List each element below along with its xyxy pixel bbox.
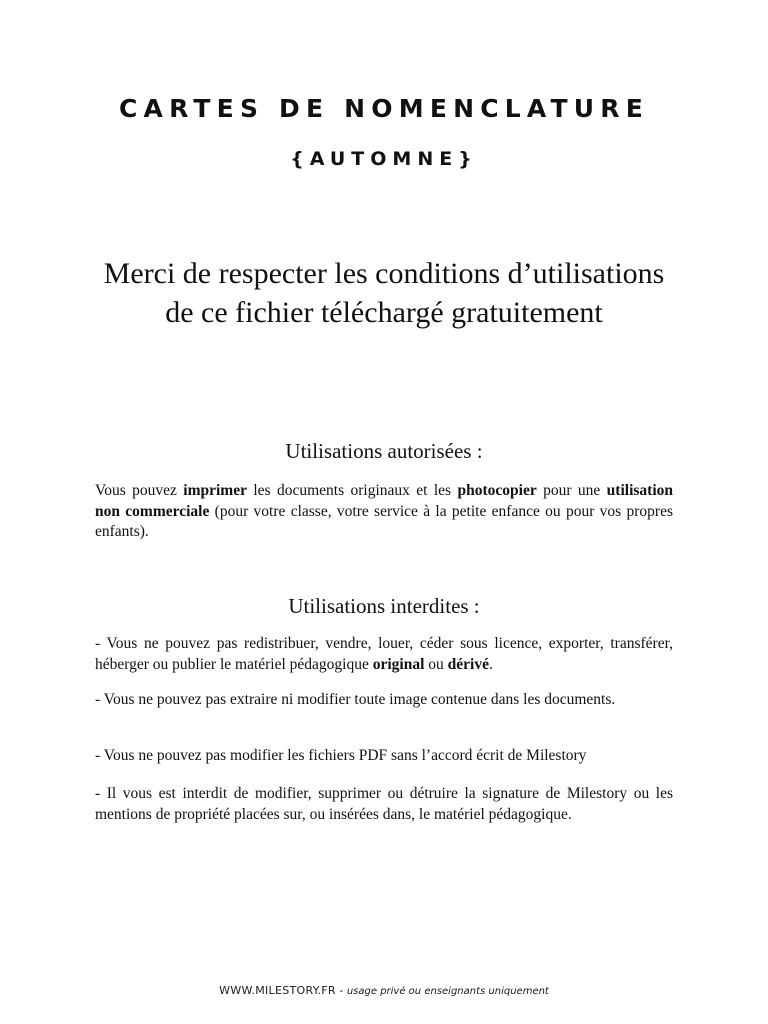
forbidden-item-redistribute xyxy=(95,634,673,675)
allowed-text-4: (pour votre classe, votre service à la petite enfance ou pour vos propres enfants). xyxy=(95,502,673,540)
allowed-uses-paragraph xyxy=(95,481,673,543)
forbidden-uses-heading: Utilisations interdites : xyxy=(288,594,480,618)
footer-usage-text: usage privé ou enseignants uniquement xyxy=(346,986,549,997)
usage-notice-line-2: de ce fichier téléchargé gratuitement xyxy=(165,296,603,329)
allowed-text-1: Vous pouvez xyxy=(95,482,184,499)
allowed-bold-photocopy: photocopier xyxy=(457,482,537,499)
allowed-text-3: pour une xyxy=(536,482,607,499)
allowed-uses-heading: Utilisations autorisées : xyxy=(285,439,483,463)
usage-notice-line-1: Merci de respecter les conditions d’utilisations xyxy=(103,257,665,290)
forbidden-item-pdf: - Vous ne pouvez pas modifier les fichiers PDF sans l’accord écrit de Milestory xyxy=(95,747,587,764)
allowed-bold-noncommercial: utilisation non commerciale xyxy=(95,482,673,520)
forbidden-text-2: ou xyxy=(424,655,448,673)
allowed-text-2: les documents originaux et les xyxy=(246,482,458,499)
footer-separator: - xyxy=(335,984,347,997)
footer-site-link[interactable]: WWW.MILESTORY.FR xyxy=(219,984,336,997)
page-footer xyxy=(0,984,768,997)
forbidden-bold-derived: dérivé xyxy=(447,655,489,673)
usage-notice xyxy=(0,254,768,332)
forbidden-text-3: . xyxy=(489,655,493,673)
forbidden-item-signature: - Il vous est interdit de modifier, supprimer ou détruire la signature de Milestory ou les mentions de propriété placées sur, ou insérées dans, le matériel pédagogique. xyxy=(95,785,673,823)
forbidden-text-1: - Vous ne pouvez pas redistribuer, vendre, louer, céder sous licence, exporter, transférer, héberger ou publier le matériel pédagogique xyxy=(95,635,673,673)
allowed-bold-print: imprimer xyxy=(183,482,247,499)
forbidden-bold-original: original xyxy=(372,655,425,673)
page-title: CARTES DE NOMENCLATURE xyxy=(118,94,649,123)
page-subtitle: {AUTOMNE} xyxy=(290,148,478,170)
forbidden-item-images: - Vous ne pouvez pas extraire ni modifier toute image contenue dans les documents. xyxy=(95,691,616,708)
